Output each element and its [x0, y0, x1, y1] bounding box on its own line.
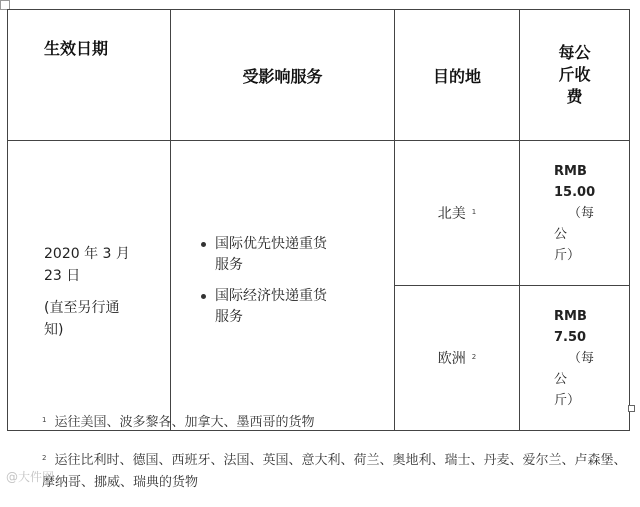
service-item: 国际经济快递重货 服务 — [201, 286, 394, 328]
service-item: 国际优先快递重货 服务 — [201, 234, 394, 276]
header-affected-services: 受影响服务 — [171, 10, 395, 141]
footnote-marker: 2 — [471, 353, 477, 361]
date-line2: 23 日 — [44, 267, 81, 284]
header-fee-line3: 费 — [566, 87, 583, 106]
date-line1: 2020 年 3 月 — [44, 245, 130, 262]
fee-unit: 公 — [554, 371, 568, 387]
footnote-marker: 2 — [42, 454, 47, 462]
watermark: @大件网 — [6, 470, 55, 484]
header-fee-line1: 每公 — [558, 43, 591, 62]
footnote-text: 运往比利时、德国、西班牙、法国、英国、意大利、荷兰、奥地利、瑞士、丹麦、爱尔兰、卢森堡、摩纳哥、挪威、瑞典的货物 — [42, 453, 627, 490]
fee-unit: （每 — [568, 350, 595, 366]
header-fee-line2: 斤收 — [558, 65, 591, 84]
destination-name: 北美 — [437, 206, 466, 222]
services-list — [171, 234, 394, 328]
destination-name: 欧洲 — [437, 351, 466, 367]
header-destination: 目的地 — [395, 10, 520, 141]
fee-currency: RMB — [554, 308, 587, 324]
fee-unit: （每 — [568, 205, 595, 221]
footnote-2 — [42, 447, 637, 494]
header-effective-date: 生效日期 — [8, 10, 171, 141]
fee-amount: 7.50 — [554, 329, 587, 345]
fee-unit: 斤） — [554, 247, 581, 263]
date-line3: (直至另行通 — [44, 299, 120, 316]
date-line4: 知) — [44, 321, 64, 338]
header-fee-per-kg — [520, 10, 630, 141]
fee-unit: 斤） — [554, 392, 581, 408]
surcharge-table — [7, 9, 630, 431]
footnote-text: 运往美国、波多黎各、加拿大、墨西哥的货物 — [54, 415, 315, 430]
footnote-1 — [42, 409, 637, 434]
footnote-marker: 1 — [471, 208, 477, 216]
fee-unit: 公 — [554, 226, 568, 242]
fee-amount: 15.00 — [554, 184, 596, 200]
table-row-north-america — [8, 141, 630, 286]
affected-services-cell — [171, 141, 395, 431]
footnotes — [42, 409, 637, 507]
fee-cell — [520, 141, 630, 286]
effective-date-cell — [8, 141, 171, 431]
table-header-row — [8, 10, 630, 141]
fee-currency: RMB — [554, 163, 587, 179]
footnote-marker: 1 — [42, 416, 47, 424]
destination-cell — [395, 141, 520, 286]
